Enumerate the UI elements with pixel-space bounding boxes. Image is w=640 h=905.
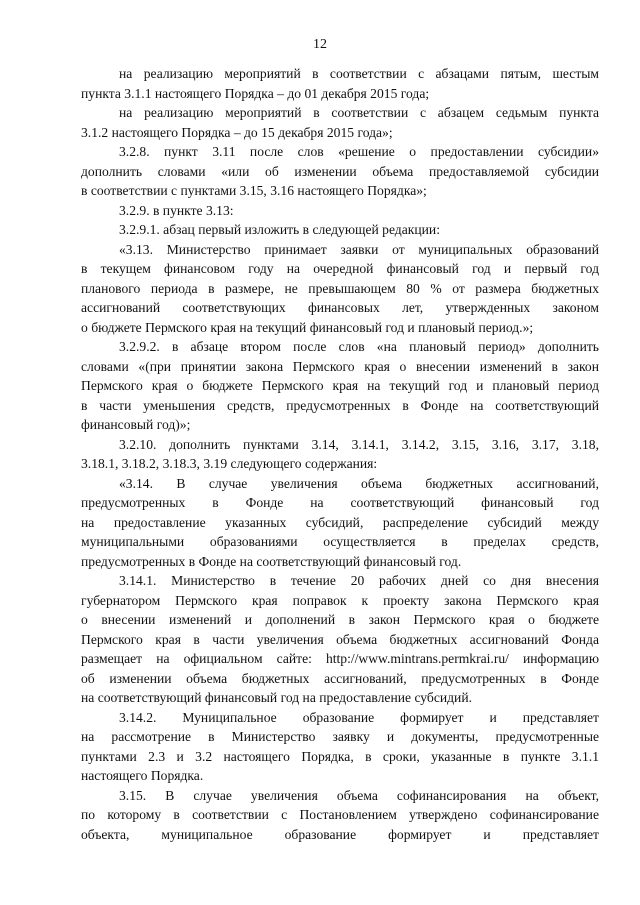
text-line: на реализацию мероприятий в соответствии с абзацами пятым, шестым (119, 66, 599, 81)
paragraph-p5 (81, 220, 599, 240)
text-line: в части уменьшения средств, предусмотренных в Фонде на соответствующий (81, 397, 599, 413)
paragraph-p2 (81, 103, 599, 142)
text-line: о внесении изменений и дополнений в закон Пермского края о бюджете (81, 612, 599, 627)
text-line: пункта 3.1.1 настоящего Порядка – до 01 декабря 2015 года; (81, 85, 430, 101)
text-line: ассигнований соответствующих финансовых лет, утвержденных законом (81, 300, 599, 315)
text-line: муниципальными образованиями осуществляется в пределах средств, (81, 534, 599, 549)
text-line: на рассмотрение в Министерство заявку и документы, предусмотренные (81, 729, 599, 744)
text-line: размещает на официальном сайте: http://www.mintrans.permkrai.ru/ информацию (81, 651, 599, 666)
text-line: 3.14.1. Министерство в течение 20 рабочих дней со дня внесения (119, 573, 599, 588)
text-line: о бюджете Пермского края на текущий финансовый год и плановый период.»; (81, 319, 534, 335)
paragraph-p10 (81, 571, 599, 708)
text-line: по которому в соответствии с Постановлением утверждено софинансирование (81, 807, 599, 822)
text-line: Пермского края в части увеличения объема бюджетных ассигнований Фонда (81, 631, 599, 647)
page-number: 12 (313, 37, 327, 52)
text-line: на реализацию мероприятий в соответствии с абзацем седьмым пункта (119, 105, 599, 120)
text-line: 3.2.9. в пункте 3.13: (119, 202, 234, 218)
text-line: 3.2.9.2. в абзаце втором после слов «на плановый период» дополнить (119, 339, 599, 354)
text-line: в соответствии с пунктами 3.15, 3.16 настоящего Порядка»; (81, 183, 427, 198)
text-line: финансовый год)»; (81, 417, 191, 432)
text-line: на предоставление указанных субсидий, распределение субсидий между (81, 514, 599, 530)
text-line: дополнить словами «или об изменении объема предоставляемой субсидии (81, 163, 599, 179)
paragraph-p6 (81, 240, 599, 338)
text-line: 3.14.2. Муниципальное образование формирует и представляет (119, 709, 599, 725)
text-line: 3.1.2 настоящего Порядка – до 15 декабря 2015 года»; (81, 124, 393, 140)
paragraph-p9 (81, 474, 599, 572)
text-line: 3.18.1, 3.18.2, 3.18.3, 3.19 следующего содержания: (81, 456, 378, 471)
text-line: предусмотренных в Фонде на соответствующий финансовый год (81, 495, 599, 510)
paragraph-p7 (81, 337, 599, 435)
document-body (81, 64, 599, 844)
text-line: 3.15. В случае увеличения объема софинансирования на объект, (119, 787, 599, 803)
text-line: объекта, муниципальное образование формирует и представляет (81, 826, 599, 842)
paragraph-p4 (81, 201, 599, 221)
text-line: настоящего Порядка. (81, 768, 204, 783)
text-line: Пермского края о бюджете Пермского края на текущий год и плановый период (81, 378, 599, 393)
text-line: словами «(при принятии закона Пермского края о внесении изменений в закон (81, 358, 599, 374)
text-line: 3.2.10. дополнить пунктами 3.14, 3.14.1, 3.14.2, 3.15, 3.16, 3.17, 3.18, (119, 436, 599, 452)
text-line: «3.14. В случае увеличения объема бюджетных ассигнований, (119, 475, 599, 491)
text-line: планового периода в размере, не превышающем 80 % от размера бюджетных (81, 280, 599, 296)
text-line: 3.2.8. пункт 3.11 после слов «решение о предоставлении субсидии» (119, 144, 599, 159)
text-line: пунктами 2.3 и 3.2 настоящего Порядка, в сроки, указанные в пункте 3.1.1 (81, 748, 599, 764)
text-line: на соответствующий финансовый год на предоставление субсидий. (81, 690, 473, 705)
text-line: губернатором Пермского края поправок к проекту закона Пермского края (81, 592, 599, 608)
text-line: в текущем финансовом году на очередной финансовый год и первый год (81, 261, 599, 276)
text-line: «3.13. Министерство принимает заявки от муниципальных образований (119, 241, 599, 257)
text-line: об изменении объема бюджетных ассигнований, предусмотренных в Фонде (81, 670, 599, 686)
paragraph-p1 (81, 64, 599, 103)
text-line: предусмотренных в Фонде на соответствующий финансовый год. (81, 553, 462, 569)
paragraph-p3 (81, 142, 599, 201)
paragraph-p12 (81, 786, 599, 845)
text-line: 3.2.9.1. абзац первый изложить в следующей редакции: (119, 222, 440, 237)
paragraph-p8 (81, 435, 599, 474)
paragraph-p11 (81, 708, 599, 786)
